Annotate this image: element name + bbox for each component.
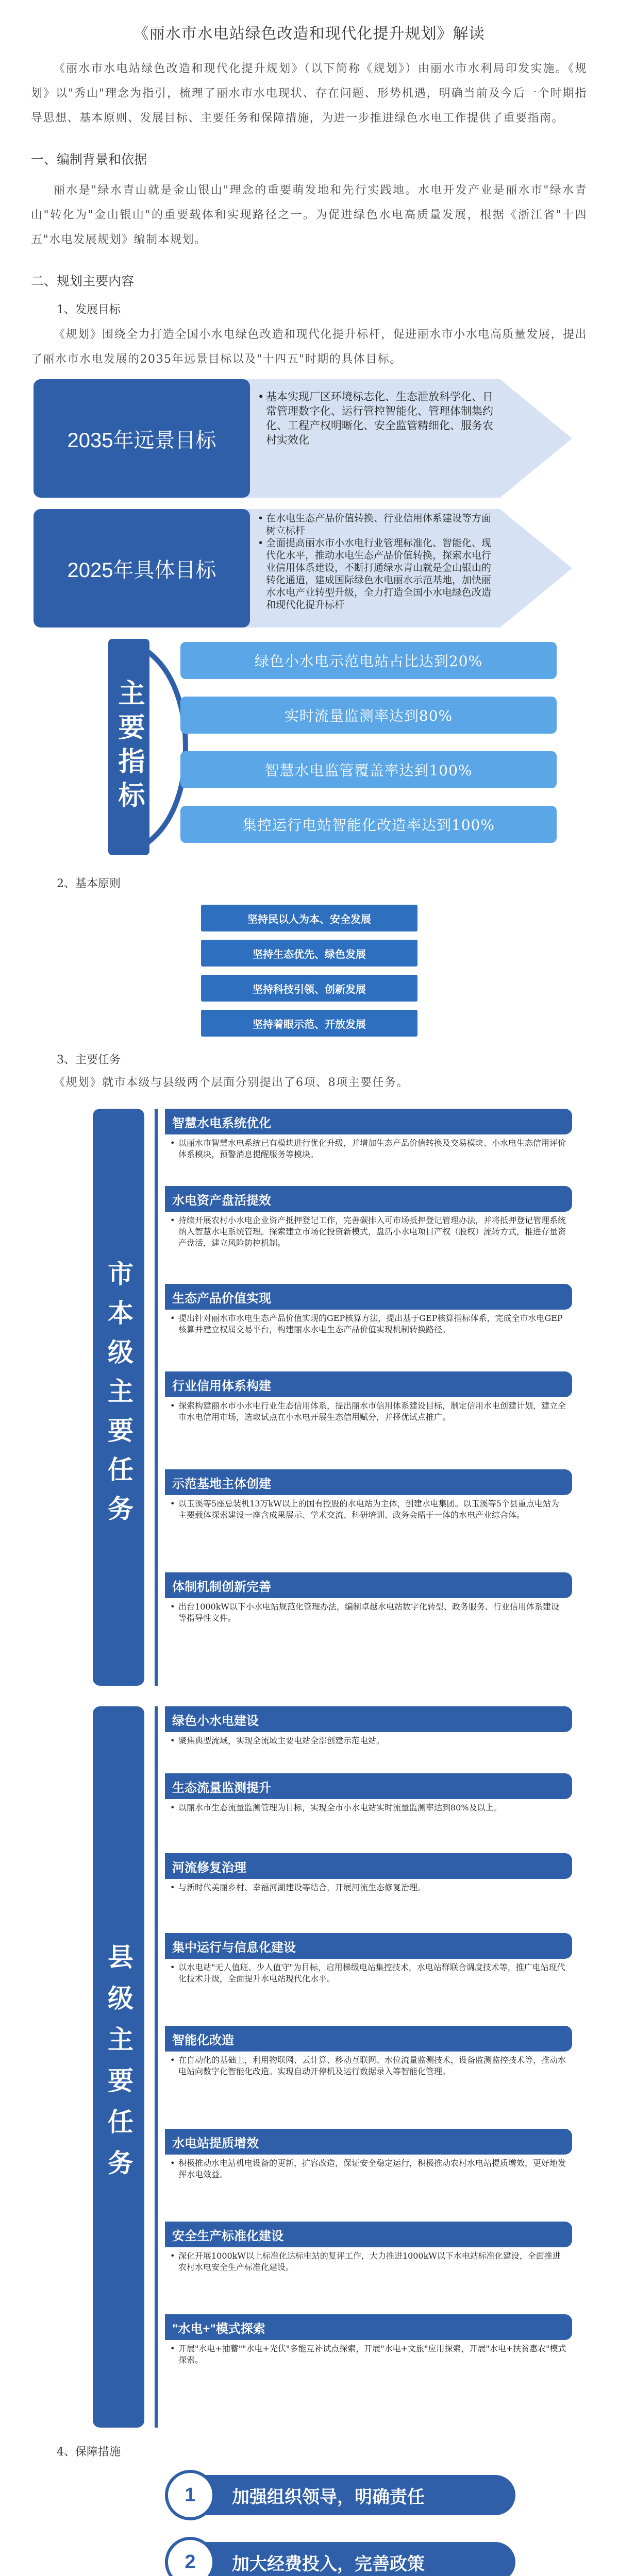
tasks-intro: 《规划》就市本级与县级两个层面分别提出了6项、8项主要任务。 [54, 1076, 409, 1089]
task-body: • 探索构建丽水市小水电行业生态信用体系，提出丽水市信用体系建设目标，制定信用水电创建计划，建立全市水电信用市场，选取试点在小水电开展生态信用赋分，并择优试点推广。 [165, 1397, 572, 1423]
principle-item: 坚持生态优先、绿色发展 [201, 940, 417, 967]
guarantee-text: 加强组织领导，明确责任 [165, 2475, 515, 2515]
task-card [165, 2026, 572, 2077]
task-card [165, 1773, 572, 1814]
city-tasks-label [93, 1109, 144, 1686]
goal-2035-item: • 基本实现厂区环境标志化、生态泄放科学化、日常管理数字化、运行管控智能化、管理体制集约化、工程产权明晰化、安全监管精细化、服务农村实效化 [258, 389, 500, 447]
sub-heading-goals: 1、发展目标 [57, 303, 121, 316]
task-body: • 聚焦典型流域，实现全流域主要电站全部创建示范电站。 [165, 1732, 572, 1747]
task-heading: 智慧水电系统优化 [165, 1109, 572, 1134]
goal-2035-label: 2035年远景目标 [34, 379, 250, 498]
task-heading: "水电+"模式探索 [165, 2314, 572, 2340]
task-heading: 安全生产标准化建设 [165, 2222, 572, 2247]
guarantee-number: 1 [165, 2470, 215, 2520]
principle-item: 坚持着眼示范、开放发展 [201, 1010, 417, 1037]
task-heading: 体制机制创新完善 [165, 1572, 572, 1598]
goal-2035-text [258, 389, 500, 493]
task-card [165, 1933, 572, 1985]
guarantee-number: 2 [165, 2537, 215, 2576]
main-indicators [31, 639, 587, 866]
task-card [165, 1853, 572, 1893]
goal-2025-block [31, 509, 587, 628]
task-card [165, 2314, 572, 2366]
task-body: • 持续开展农村小水电企业资产抵押登记工作，完善碳排入可市场抵押登记管理办法，并将抵押登记管理系统纳入智慧水电系统管理。探索建立市场化投资新模式，盘活小水电项目产权（股权）流转方式，推进存量资产盘活，建立风险防控机制。 [165, 1212, 572, 1249]
indicators-label [108, 639, 149, 855]
task-heading: 示范基地主体创建 [165, 1469, 572, 1495]
task-card [165, 1109, 572, 1160]
principle-item: 坚持科技引领、创新发展 [201, 975, 417, 1002]
task-heading: 行业信用体系构建 [165, 1371, 572, 1397]
task-card [165, 1371, 572, 1423]
sub-heading-guarantees: 4、保障措施 [57, 2446, 121, 2459]
task-body: • 以水电站"无人值班、少人值守"为目标，启用梯级电站集控技术，水电站群联合调度技术等，推广电站现代化技术升级，全面提升水电站现代化水平。 [165, 1959, 572, 1985]
task-card [165, 2222, 572, 2273]
goal-2025-label: 2025年具体目标 [34, 509, 250, 628]
goal-2025-item: • 在水电生态产品价值转换、行业信用体系建设等方面树立标杆 [258, 512, 500, 537]
indicator-row: 集控运行电站智能化改造率达到100% [180, 806, 557, 843]
city-tasks-line [155, 1109, 158, 1686]
task-card [165, 1469, 572, 1521]
goals-paragraph: 《规划》围绕全力打造全国小水电绿色改造和现代化提升标杆，促进丽水市小水电高质量发展，提出了丽水市水电发展的2035年远景目标以及"十四五"时期的具体目标。 [31, 328, 587, 366]
task-body: • 以丽水市生态流量监测管理为目标，实现全市小水电站实时流量监测率达到80%及以上。 [165, 1799, 572, 1814]
section-1-paragraph: 丽水是"绿水青山就是金山银山"理念的重要萌发地和先行实践地。水电开发产业是丽水市"绿水青山"转化为"金山银山"的重要载体和实现路径之一。为促进绿色水电高质量发展，根据《浙江省"十四五"水电发展规划》编制本规划。 [31, 184, 587, 246]
task-heading: 智能化改造 [165, 2026, 572, 2052]
task-body: • 提出针对丽水市水电生态产品价值实现的GEP核算方法，提出基于GEP核算指标体系，完成全市水电GEP核算并建立权属交易平台，构建丽水水电生态产品价值实现机制转换路径。 [165, 1310, 572, 1335]
task-heading: 生态流量监测提升 [165, 1773, 572, 1799]
task-heading: 水电站提质增效 [165, 2129, 572, 2155]
task-heading: 生态产品价值实现 [165, 1284, 572, 1310]
goal-2035-block [31, 379, 587, 498]
intro-paragraph: 《丽水市水电站绿色改造和现代化提升规划》（以下简称《规划》）由丽水市水利局印发实施。《规划》以"秀山"理念为指引，梳理了丽水市水电现状、存在问题、形势机遇，明确当前及今后一个时期指导思想、基本原则、发展目标、主要任务和保障措施，为进一步推进绿色水电工作提供了重要指南。 [31, 62, 587, 125]
task-body: • 以丽水市智慧水电系统已有模块进行优化升级，并增加生态产品价值转换及交易模块、小水电生态信用评价体系模块，预警消息提醒服务等模块。 [165, 1134, 572, 1160]
indicator-row: 实时流量监测率达到80% [180, 697, 557, 734]
task-heading: 绿色小水电建设 [165, 1706, 572, 1732]
page-title: 《丽水市水电站绿色改造和现代化提升规划》解读 [133, 25, 485, 43]
goal-2025-item: • 全面提高丽水市小水电行业管理标准化、智能化、现代化水平，推动水电生态产品价值转换，探索水电行业信用体系建设，不断打通绿水青山就是金山银山的转化通道，建成国际绿色水电丽水示范基地，加快丽水水电产业转型升级，全力打造全国小水电绿色改造和现代化提升标杆 [258, 537, 500, 611]
task-card [165, 1706, 572, 1747]
task-body: • 在自动化的基础上，利用物联网、云计算、移动互联网、水位流量监测技术，设备监测监控技术等，推动水电站向数字化智能化改造。实现自动开停机及运行数据录入等智能化管理。 [165, 2052, 572, 2077]
indicator-row: 智慧水电监管覆盖率达到100% [180, 751, 557, 788]
indicators-label-text: 主要指标 [114, 679, 144, 815]
task-heading: 集中运行与信息化建设 [165, 1933, 572, 1959]
task-card [165, 1284, 572, 1335]
task-body: • 以玉溪等5座总装机13万kW以上的国有控股的水电站为主体，创建水电集团。以玉溪等5个县重点电站为主要载体探索建设一座含成果展示、学术交流、科研培训、政务会晤于一体的水电产业综合体。 [165, 1495, 572, 1521]
county-tasks-label-text: 县级主要任务 [104, 1943, 133, 2191]
county-tasks-line [155, 1706, 158, 2428]
section-2-heading: 二、规划主要内容 [31, 274, 135, 289]
task-body: • 与新时代美丽乡村、幸福河湖建设等结合，开展河流生态修复治理。 [165, 1879, 572, 1893]
guarantee-text: 加大经费投入，完善政策 [165, 2542, 515, 2576]
city-tasks-label-text: 市本级主要任务 [104, 1260, 133, 1534]
task-body: • 出台1000kW以下小水电站规范化管理办法，编制卓越水电站数字化转型、政务服务、行业信用体系建设等指导性文件。 [165, 1598, 572, 1624]
task-card [165, 1186, 572, 1249]
sub-heading-tasks: 3、主要任务 [57, 1054, 121, 1066]
indicator-row: 绿色小水电示范电站占比达到20% [180, 642, 557, 679]
sub-heading-principles: 2、基本原则 [57, 877, 121, 890]
county-tasks [31, 1701, 587, 2443]
principle-item: 坚持民以人为本、安全发展 [201, 905, 417, 931]
task-body: • 积极推动水电站机电设备的更新，扩容改造，保证安全稳定运行，积极推动农村水电站提质增效，更好地发挥水电效益。 [165, 2155, 572, 2180]
section-1-heading: 一、编制背景和依据 [31, 152, 147, 167]
county-tasks-label [93, 1706, 144, 2428]
city-tasks [31, 1098, 587, 1696]
task-heading: 水电资产盘活提效 [165, 1186, 572, 1212]
goal-2025-text [258, 512, 500, 626]
guarantee-item [31, 2465, 587, 2532]
task-body: • 深化开展1000kW以上标准化达标电站的复评工作，大力推进1000kW以下水电站标准化建设，全面推进农村水电安全生产标准化建设。 [165, 2247, 572, 2273]
task-body: • 开展"水电+抽蓄""水电+光伏"多能互补试点探索，开展"水电+文旅"应用探索，开展"水电+扶贫惠农"模式探索。 [165, 2340, 572, 2366]
task-card [165, 1572, 572, 1624]
task-heading: 河流修复治理 [165, 1853, 572, 1879]
guarantee-item [31, 2532, 587, 2576]
task-card [165, 2129, 572, 2180]
